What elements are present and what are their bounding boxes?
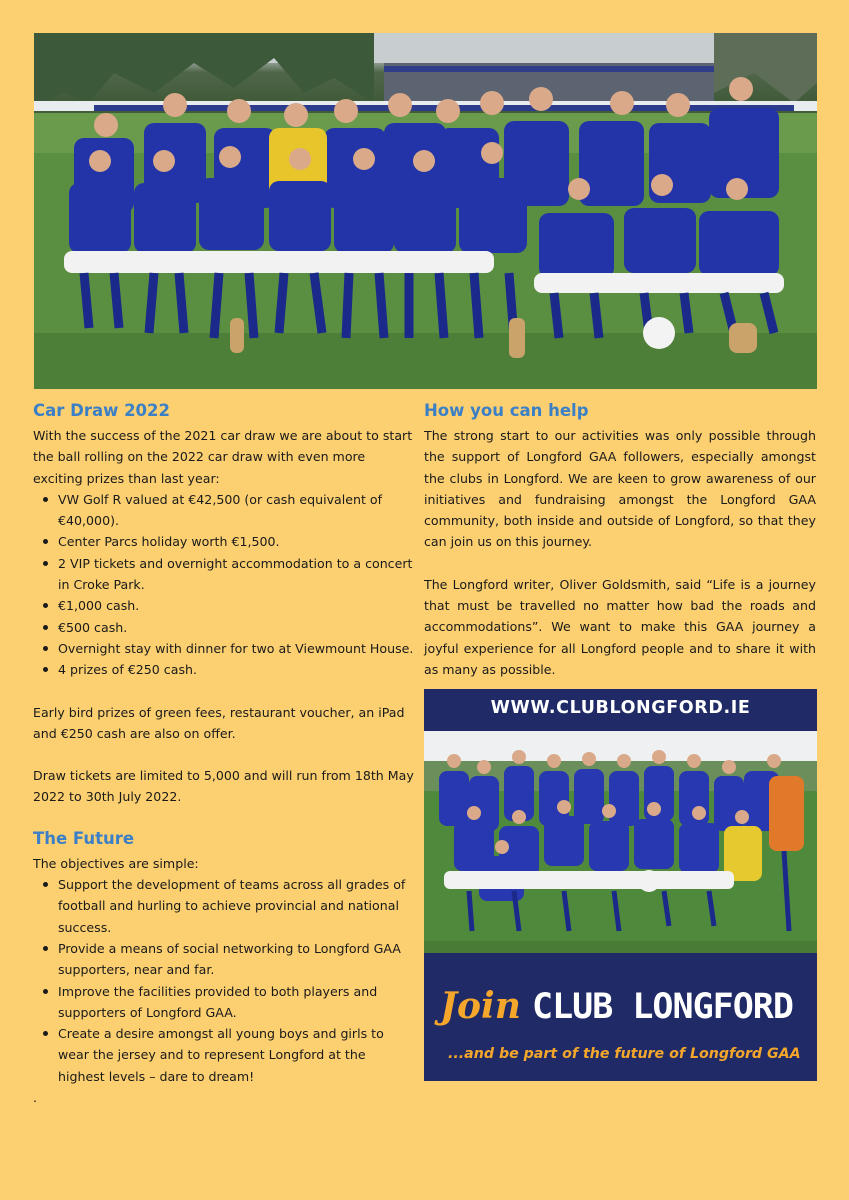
prize-list [33, 489, 415, 681]
objectives-list [33, 874, 415, 1087]
car-draw-intro: With the success of the 2021 car draw we are about to start the ball rolling on the 2022 car draw with even more exciting prizes than last year: [33, 428, 413, 486]
list-item: Support the development of teams across all grades of football and hurling to achieve provincial and national success. [33, 874, 415, 938]
list-item: Center Parcs holiday worth €1,500. [33, 531, 415, 552]
future-heading: The Future [33, 828, 135, 848]
draw-tickets-text: Draw tickets are limited to 5,000 and will run from 18th May 2022 to 30th July 2022. [33, 768, 414, 805]
trailing-dot: . [33, 1090, 38, 1106]
club-longford-ad [424, 689, 817, 1081]
help-paragraph-1: The strong start to our activities was only possible through the support of Longford GAA followers, especially amongst the clubs in Longford. We are keen to grow awareness of our initiatives and fundraising amongst the Longford GAA community, both inside and outside of Longford, so that they can join us on this journey. [424, 428, 816, 550]
help-paragraph-2: The Longford writer, Oliver Goldsmith, said “Life is a journey that must be travelled no matter how bad the roads and accommodations”. We want to make this GAA journey a joyful experience for all Longford people and to share it with as many as possible. [424, 576, 816, 677]
list-item: €500 cash. [33, 617, 415, 638]
team-photo [34, 33, 817, 389]
ad-team-photo [424, 731, 817, 953]
list-item: Overnight stay with dinner for two at Viewmount House. [33, 638, 415, 659]
future-intro: The objectives are simple: [33, 855, 199, 871]
list-item: 2 VIP tickets and overnight accommodation to a concert in Croke Park. [33, 553, 415, 596]
ad-join-script: Join [440, 985, 521, 1027]
left-column [33, 398, 415, 1108]
right-column [424, 398, 816, 680]
early-bird-text: Early bird prizes of green fees, restaurant voucher, an iPad and €250 cash are also on offer. [33, 704, 405, 741]
list-item: Create a desire amongst all young boys and girls to wear the jersey and to represent Longford at the highest levels – dare to dream! [33, 1023, 415, 1087]
ad-club-longford: CLUB LONGFORD [532, 987, 793, 1027]
list-item: €1,000 cash. [33, 595, 415, 616]
list-item: VW Golf R valued at €42,500 (or cash equivalent of €40,000). [33, 489, 415, 532]
ad-url: WWW.CLUBLONGFORD.IE [490, 698, 751, 718]
list-item: 4 prizes of €250 cash. [33, 659, 415, 680]
help-heading: How you can help [424, 401, 589, 420]
list-item: Improve the facilities provided to both players and supporters of Longford GAA. [33, 981, 415, 1024]
list-item: Provide a means of social networking to Longford GAA supporters, near and far. [33, 938, 415, 981]
ad-tagline: ...and be part of the future of Longford GAA [448, 1046, 801, 1062]
car-draw-heading: Car Draw 2022 [33, 401, 171, 420]
